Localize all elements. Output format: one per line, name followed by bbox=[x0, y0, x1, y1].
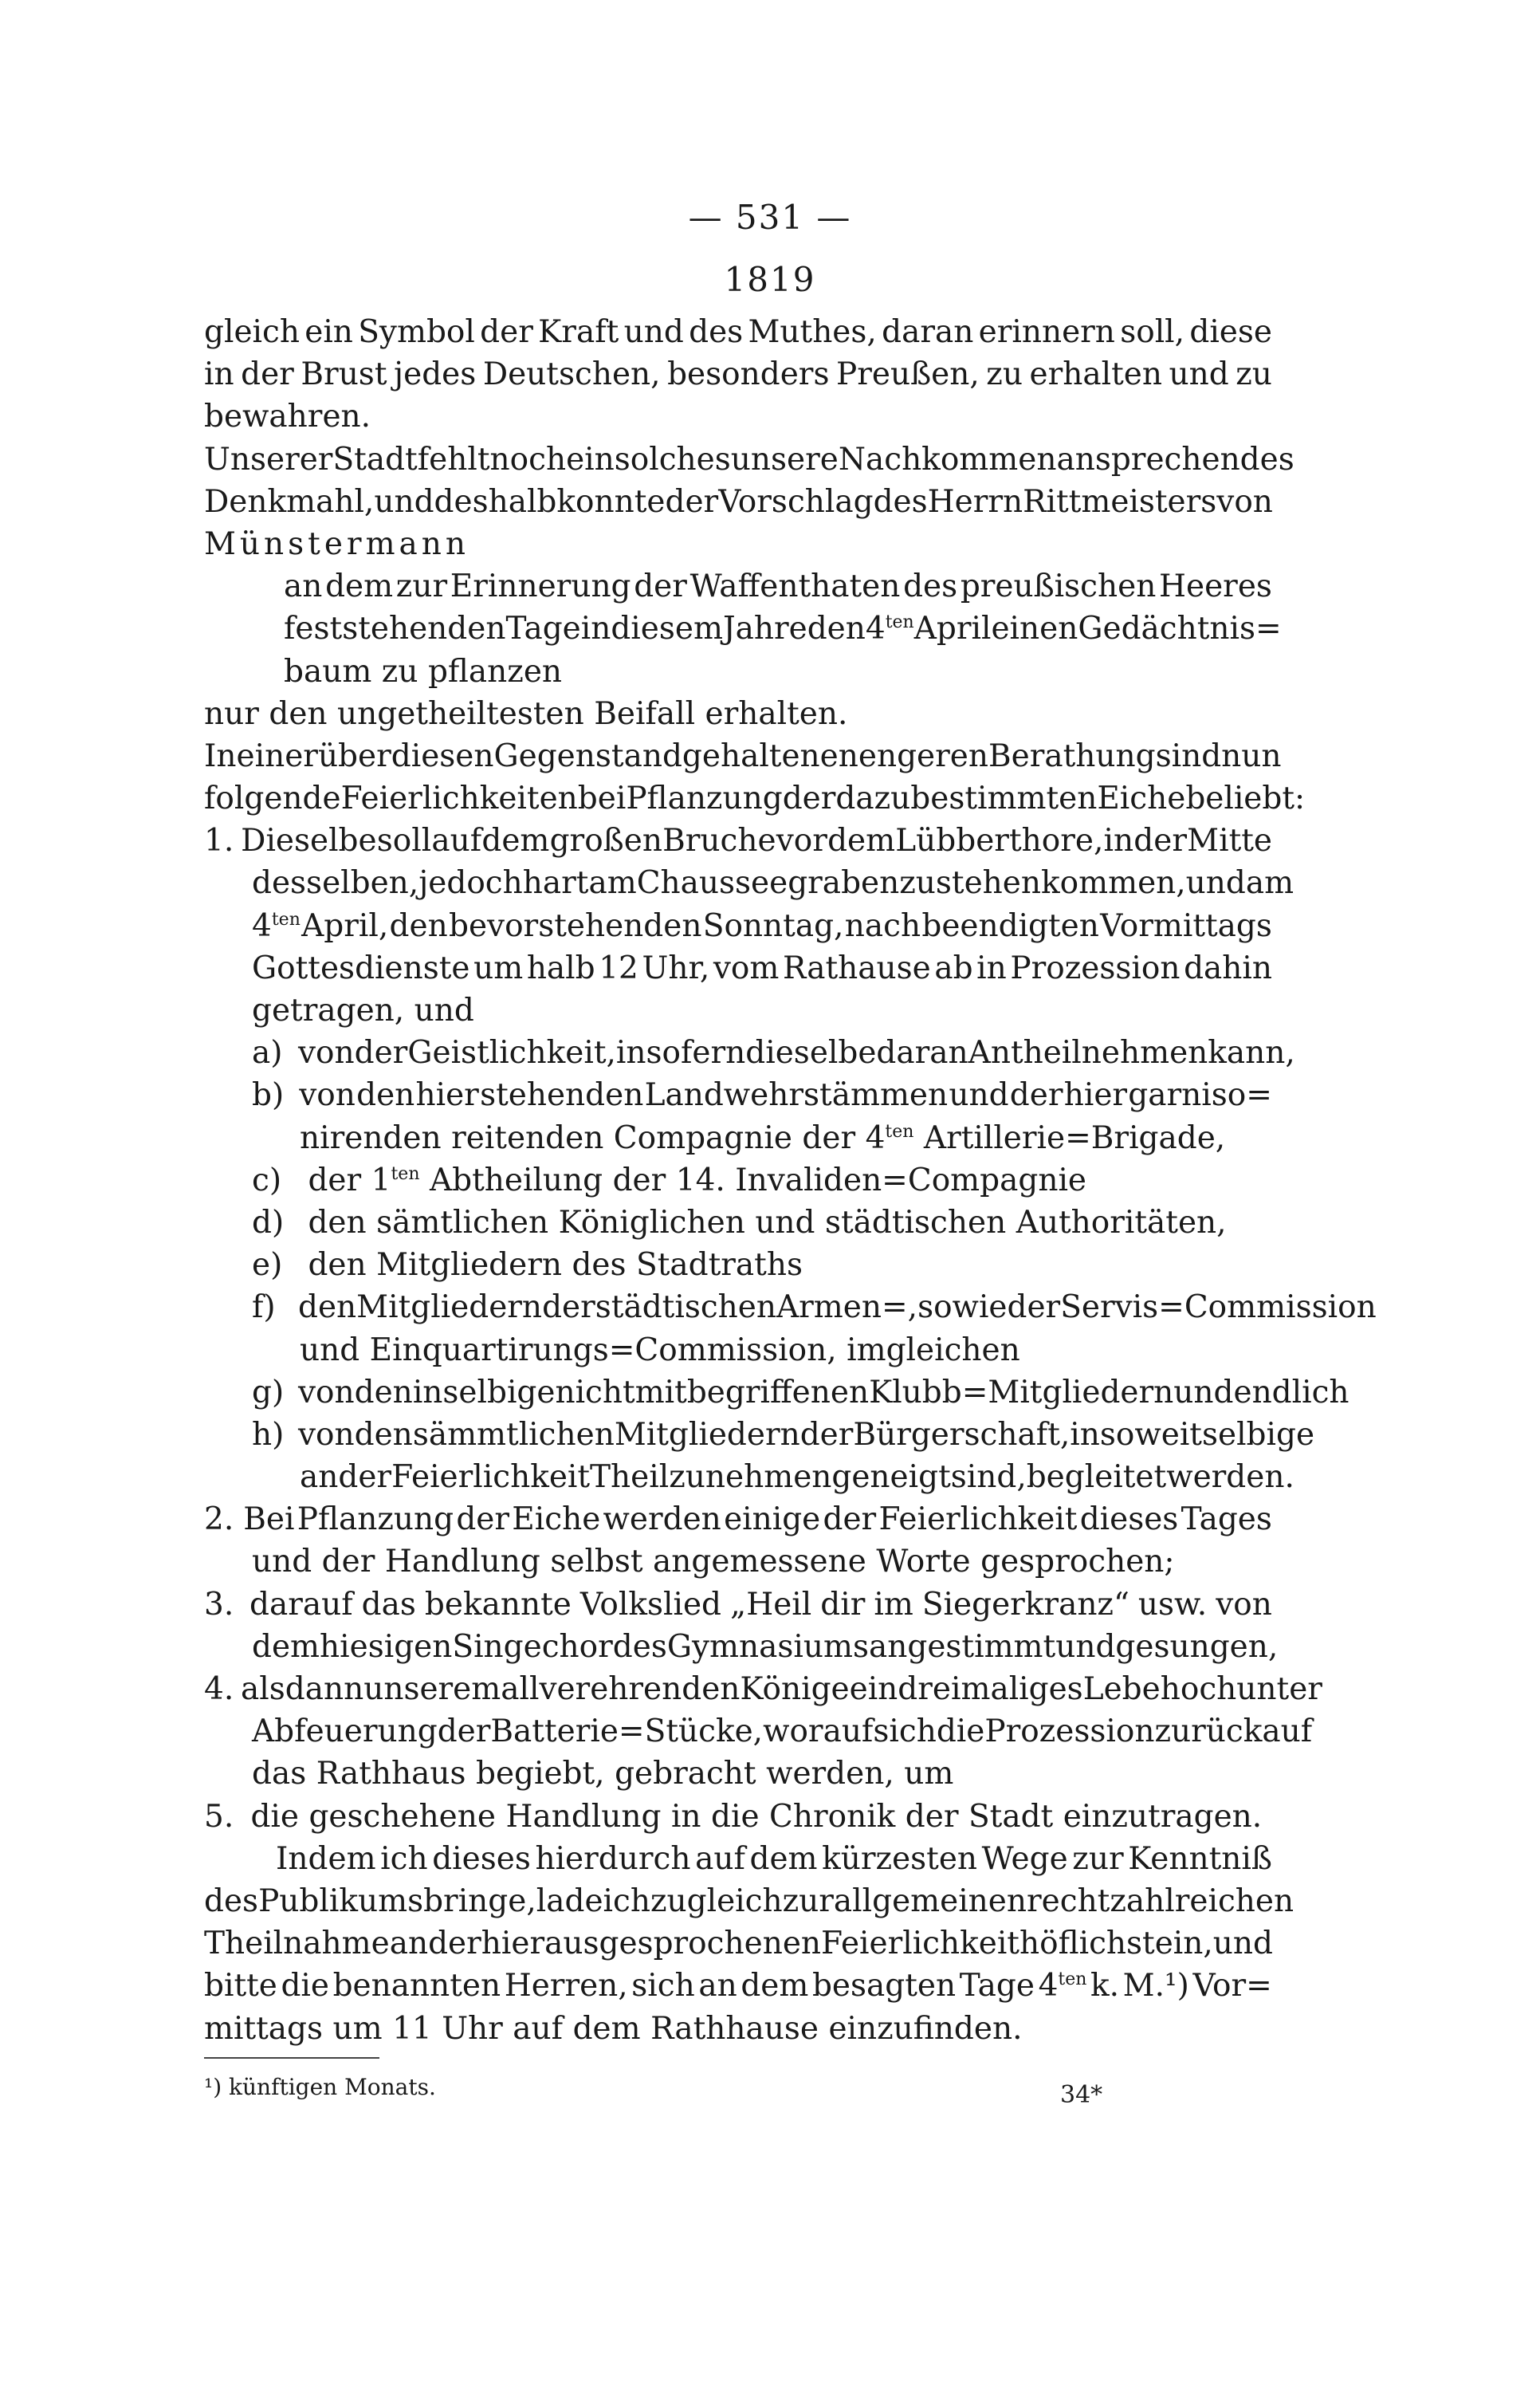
text-line: in der Brust jedes Deutschen, besonders Preußen, zu erhalten und zu bbox=[204, 356, 1272, 393]
text-line: c) der $1^{ten}$ Abtheilung der 14. Invaliden=Compagnie bbox=[252, 1162, 1087, 1198]
signature-mark: 34* bbox=[1060, 2081, 1103, 2109]
body-text bbox=[204, 311, 1377, 2050]
page-number: — 531 — bbox=[688, 198, 852, 237]
text-line: h) von den sämmtlichen Mitgliedern der Bürgerschaft, in so weit selbige bbox=[252, 1416, 1315, 1453]
text-line: baum zu pflanzen bbox=[284, 653, 563, 690]
text-line: 5. die geschehene Handlung in die Chronik der Stadt einzutragen. bbox=[204, 1798, 1263, 1835]
text-line: Gottesdienste um halb 12 Uhr, vom Rathause ab in Prozession dahin bbox=[252, 950, 1272, 986]
text-line: f) den Mitgliedern der städtischen Armen=, sowie der Servis=Commission bbox=[252, 1289, 1377, 1326]
text-line: bewahren. bbox=[204, 399, 371, 435]
year-heading: 1819 bbox=[724, 260, 816, 299]
text-line: und der Handlung selbst angemessene Worte gesprochen; bbox=[252, 1544, 1175, 1580]
text-line: folgende Feierlichkeiten bei Pflanzung der dazu bestimmten Eiche beliebt: bbox=[204, 781, 1306, 817]
text-line: Denkmahl, und deshalb konnte der Vorschlag des Herrn Rittmeisters von bbox=[204, 483, 1273, 520]
footnote: ¹) künftigen Monats. bbox=[204, 2074, 436, 2100]
text-line: bitte die benannten Herren, sich an dem besagten Tage $4^{ten}$ k. M.¹) Vor= bbox=[204, 1968, 1272, 2004]
text-line: mittags um 11 Uhr auf dem Rathhause einzufinden. bbox=[204, 2010, 1023, 2047]
text-line: Münstermann bbox=[204, 525, 470, 562]
text-line: an dem zur Erinnerung der Waffenthaten des preußischen Heeres bbox=[284, 568, 1272, 605]
text-line: gleich ein Symbol der Kraft und des Muthes, daran erinnern soll, diese bbox=[204, 314, 1272, 350]
text-line: a) von der Geistlichkeit, insofern dieselbe daran Antheil nehmen kann, bbox=[252, 1035, 1295, 1072]
text-line: dem hiesigen Singechor des Gymnasiums angestimmt und gesungen, bbox=[252, 1628, 1279, 1665]
text-line: 1. Dieselbe soll auf dem großen Bruche vor dem Lübberthore, in der Mitte bbox=[204, 823, 1272, 860]
text-line: feststehenden Tage in diesem Jahre den $4^{ten}$ April einen Gedächtnis= bbox=[284, 611, 1282, 647]
text-line: e) den Mitgliedern des Stadtraths bbox=[252, 1247, 803, 1284]
text-line: In einer über diesen Gegenstand gehaltenen engeren Berathung sind nun bbox=[204, 738, 1282, 774]
text-line: und Einquartirungs=Commission, imgleichen bbox=[300, 1332, 1020, 1368]
text-line: nirenden reitenden Compagnie der $4^{ten}$ Artillerie=Brigade, bbox=[300, 1119, 1226, 1156]
text-line: 3. darauf das bekannte Volkslied „Heil dir im Siegerkranz“ usw. von bbox=[204, 1586, 1272, 1623]
footnote-rule bbox=[204, 2057, 379, 2059]
text-line: des Publikums bringe, lade ich zugleich zur allgemeinen recht zahlreichen bbox=[204, 1883, 1294, 1919]
text-line: g) von den in selbige nicht mitbegriffenen Klubb=Mitgliedern und endlich bbox=[252, 1374, 1349, 1410]
text-line: Abfeuerung der Batterie=Stücke, worauf sich die Prozession zurück auf bbox=[252, 1713, 1313, 1750]
text-line: 4. alsdann unserem allverehrenden Könige ein dreimaliges Lebehoch unter bbox=[204, 1671, 1322, 1707]
text-line: $4^{ten}$ April, den bevorstehenden Sonntag, nach beendigten Vormittags bbox=[252, 907, 1272, 944]
text-line: d) den sämtlichen Königlichen und städtischen Authoritäten, bbox=[252, 1204, 1227, 1241]
text-line: an der Feierlichkeit Theil zu nehmen geneigt sind, begleitet werden. bbox=[300, 1459, 1294, 1496]
text-line: getragen, und bbox=[252, 993, 474, 1029]
text-line: desselben, jedoch hart am Chausseegraben zu stehen kommen, und am bbox=[252, 865, 1294, 902]
text-line: b) von den hier stehenden Landwehrstämmen und der hier garniso= bbox=[252, 1077, 1272, 1114]
text-line: nur den ungetheiltesten Beifall erhalten. bbox=[204, 695, 848, 732]
text-line: 2. Bei Pflanzung der Eiche werden einige der Feierlichkeit dieses Tages bbox=[204, 1501, 1272, 1538]
text-line: Theilnahme an der hier ausgesprochenen Feierlichkeit höflichst ein, und bbox=[204, 1926, 1273, 1962]
text-line: das Rathhaus begiebt, gebracht werden, um bbox=[252, 1756, 954, 1792]
text-line: Indem ich dieses hierdurch auf dem kürzesten Wege zur Kenntniß bbox=[276, 1840, 1272, 1877]
text-line: Unserer Stadt fehlt noch ein solches unsere Nachkommen ansprechendes bbox=[204, 441, 1294, 478]
